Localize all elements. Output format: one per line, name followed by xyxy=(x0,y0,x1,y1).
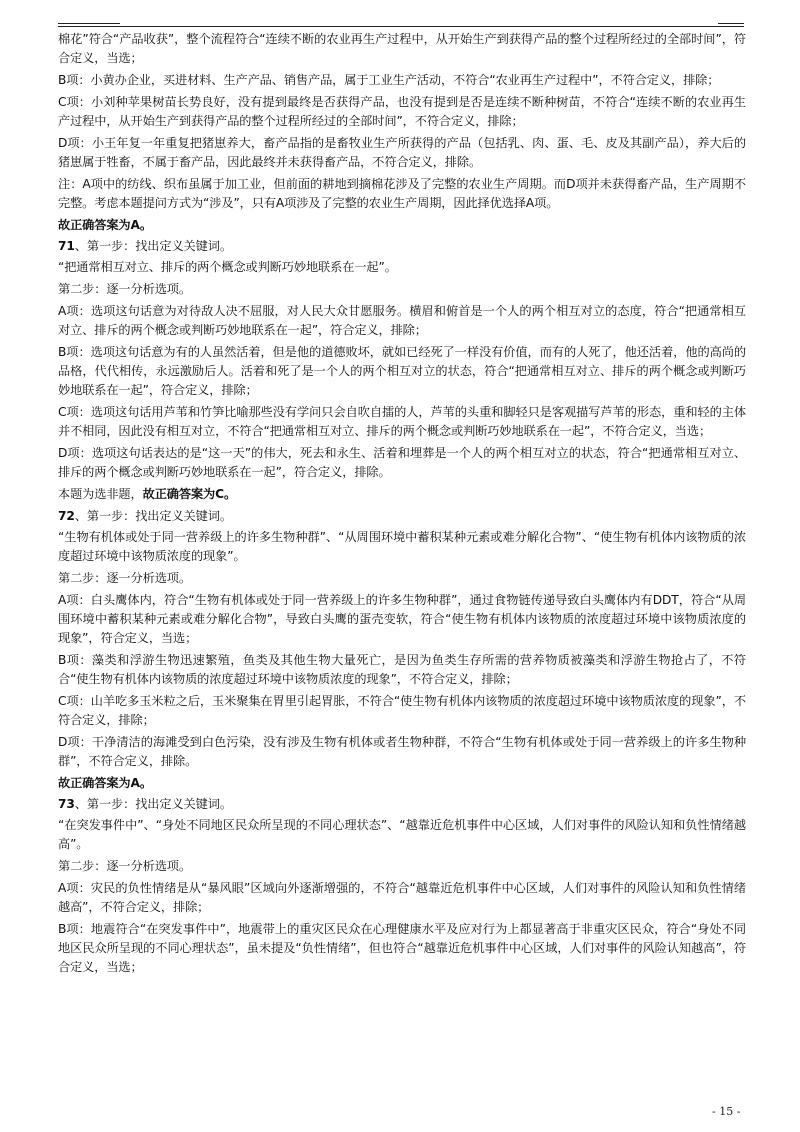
body-paragraph: D项：选项这句话表达的是“这一天”的伟大，死去和永生、活着和埋葬是一个人的两个相互对立的状态，符合“把通常相互对立、排斥的两个概念或判断巧妙地联系在一起”，符合定义，排除。 xyxy=(58,446,746,479)
body-paragraph: 第二步：逐一分析选项。 xyxy=(58,282,191,296)
body-paragraph: D项：干净清洁的海滩受到白色污染，没有涉及生物有机体或者生物种群，不符合“生物有机体或处于同一营养级上的许多生物种群”，不符合定义，排除。 xyxy=(58,735,746,768)
question-number: 73 xyxy=(58,797,75,811)
body-paragraph: A项：选项这句话意为对待敌人决不屈服，对人民大众甘愿服务。横眉和俯首是一个人的两个相互对立的态度，符合“把通常相互对立、排斥的两个概念或判断巧妙地联系在一起”，符合定义，排除； xyxy=(58,304,746,337)
header-rule-right xyxy=(718,23,744,24)
body-paragraph: “在突发事件中”、“身处不同地区民众所呈现的不同心理状态”、“越靠近危机事件中心区域，人们对事件的风险认知和负性情绪越高”。 xyxy=(58,818,746,851)
body-paragraph: 棉花”符合“产品收获”，整个流程符合“连续不断的农业再生产过程中，从开始生产到获得产品的整个过程所经过的全部时间”，符合定义，当选； xyxy=(58,32,746,65)
question-heading xyxy=(58,507,746,526)
page-number: - 15 - xyxy=(712,1105,741,1118)
conclusion-text: 本题为选非题， xyxy=(58,487,143,501)
document-body xyxy=(58,30,746,980)
question-heading xyxy=(58,237,746,256)
body-paragraph: B项：地震符合“在突发事件中”，地震带上的重灾区民众在心理健康水平及应对行为上都显著高于非重灾区民众，符合“身处不同地区民众所呈现的不同心理状态”，虽未提及“负性情绪”，但也符合“越靠近危机事件中心区域，人们对事件的风险认知越高”，符合定义，当选； xyxy=(58,922,746,974)
answer-text: 故正确答案为C。 xyxy=(142,487,237,501)
question-heading-text: 、第一步：找出定义关键词。 xyxy=(74,239,232,253)
question-heading-text: 、第一步：找出定义关键词。 xyxy=(74,797,232,811)
body-paragraph: “生物有机体或处于同一营养级上的许多生物种群”、“从周围环境中蓄积某种元素或难分解化合物”、“使生物有机体内该物质的浓度超过环境中该物质浓度的现象”。 xyxy=(58,530,746,563)
body-paragraph: 注：A项中的纺线、织布虽属于加工业，但前面的耕地到摘棉花涉及了完整的农业生产周期。而D项并未获得畜产品，生产周期不完整。考虑本题提问方式为“涉及”，只有A项涉及了完整的农业生产周期，因此择优选择A项。 xyxy=(58,177,746,210)
body-paragraph: “把通常相互对立、排斥的两个概念或判断巧妙地联系在一起”。 xyxy=(58,260,397,274)
body-paragraph: C项：山羊吃多玉米粒之后，玉米聚集在胃里引起胃胀，不符合“使生物有机体内该物质的浓度超过环境中该物质浓度的现象”，不符合定义，排除； xyxy=(58,694,746,727)
conclusion-line xyxy=(58,485,746,504)
body-paragraph: B项：选项这句话意为有的人虽然活着，但是他的道德败坏，就如已经死了一样没有价值，而有的人死了，他还活着，他的高尚的品格，代代相传，永远激励后人。活着和死了是一个人的两个相互对立的状态，符合“把通常相互对立、排斥的两个概念或判断巧妙地联系在一起”，符合定义，排除； xyxy=(58,345,746,397)
body-paragraph: D项：小王年复一年重复把猪崽养大，畜产品指的是畜牧业生产所获得的产品（包括乳、肉、蛋、毛、皮及其副产品），养大后的猪崽属于牲畜，不属于畜产品，因此最终并未获得畜产品，不符合定义，排除。 xyxy=(58,136,746,169)
body-paragraph: B项：小黄办企业，买进材料、生产产品、销售产品，属于工业生产活动，不符合“农业再生产过程中”，不符合定义，排除； xyxy=(58,73,720,87)
header-rule-left xyxy=(58,23,120,24)
question-number: 71 xyxy=(58,239,75,253)
question-heading xyxy=(58,795,746,814)
body-paragraph: A项：灾民的负性情绪是从“暴风眼”区域向外逐渐增强的，不符合“越靠近危机事件中心区域，人们对事件的风险认知和负性情绪越高”，不符合定义，排除； xyxy=(58,881,746,914)
question-number: 72 xyxy=(58,509,75,523)
header-rule xyxy=(58,26,744,27)
body-paragraph: 第二步：逐一分析选项。 xyxy=(58,571,191,585)
body-paragraph: A项：白头鹰体内，符合“生物有机体或处于同一营养级上的许多生物种群”，通过食物链传递导致白头鹰体内有DDT，符合“从周围环境中蓄积某种元素或难分解化合物”，导致白头鹰的蛋壳变软，符合“使生物有机体内该物质的浓度超过环境中该物质浓度的现象”，符合定义，当选； xyxy=(58,593,746,645)
answer-line: 故正确答案为A。 xyxy=(58,776,152,790)
body-paragraph: C项：选项这句话用芦苇和竹笋比喻那些没有学问只会自吹自擂的人，芦苇的头重和脚轻只是客观描写芦苇的形态，重和轻的主体并不相同，因此没有相互对立，不符合“把通常相互对立、排斥的两个概念或判断巧妙地联系在一起”，不符合定义，当选； xyxy=(58,405,746,438)
question-heading-text: 、第一步：找出定义关键词。 xyxy=(74,509,232,523)
body-paragraph: B项：藻类和浮游生物迅速繁殖，鱼类及其他生物大量死亡，是因为鱼类生存所需的营养物质被藻类和浮游生物抢占了，不符合“使生物有机体内该物质的浓度超过环境中该物质浓度的现象”，不符合定义，排除； xyxy=(58,653,746,686)
body-paragraph: 第二步：逐一分析选项。 xyxy=(58,859,191,873)
body-paragraph: C项：小刘种苹果树苗长势良好，没有提到最终是否获得产品，也没有提到是否是连续不断种树苗，不符合“连续不断的农业再生产过程中，从开始生产到获得产品的整个过程所经过的全部时间”，不符合定义，排除； xyxy=(58,95,746,128)
answer-line: 故正确答案为A。 xyxy=(58,218,152,232)
